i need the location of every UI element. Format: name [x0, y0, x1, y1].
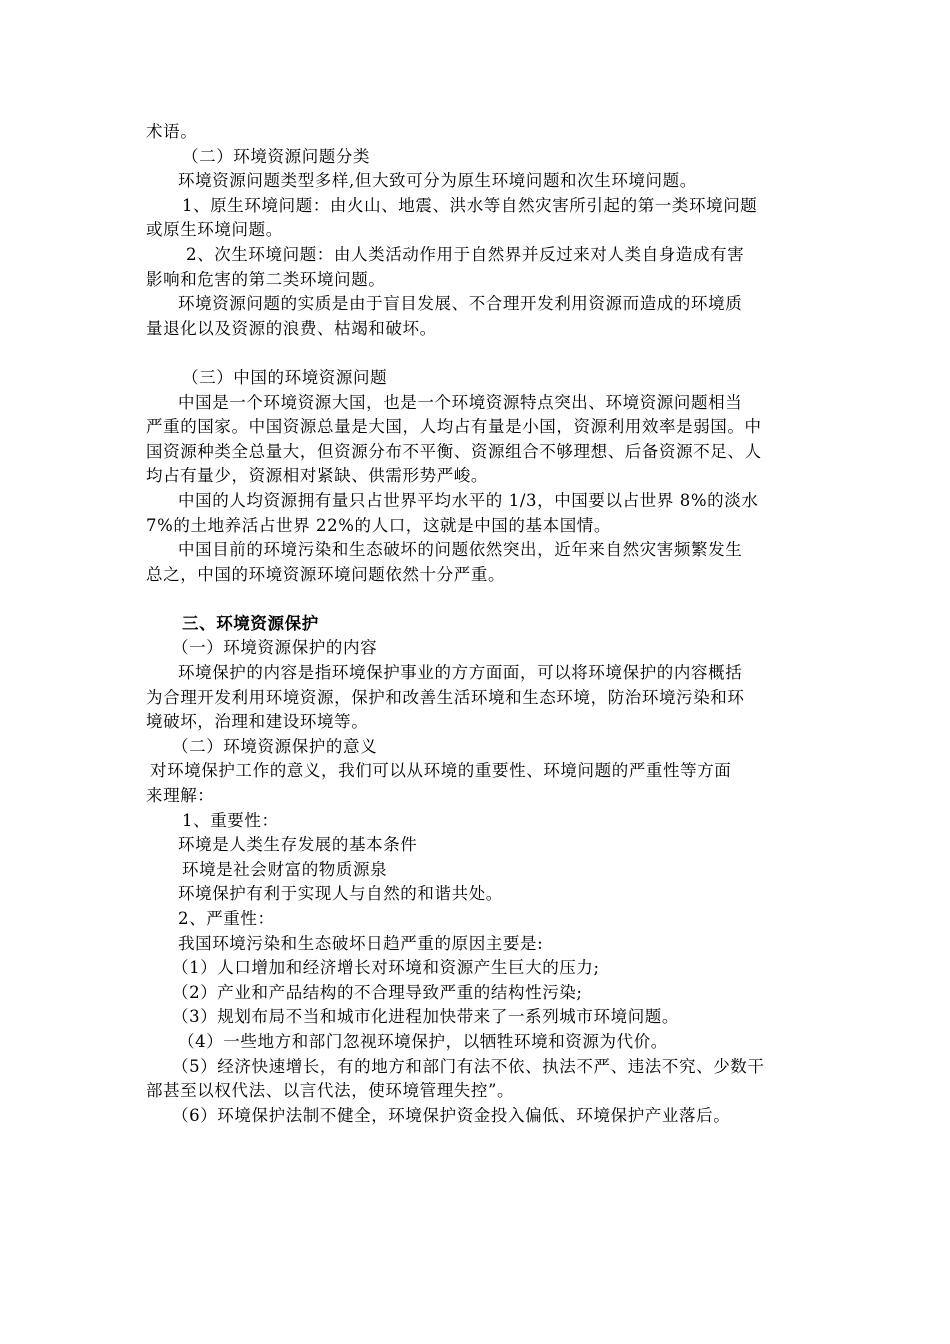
text-line: 均占有量少，资源相对紧缺、供需形势严峻。 [146, 466, 488, 486]
text-line: 环境保护有利于实现人与自然的和谐共处。 [178, 884, 503, 904]
text-line: （二）环境资源保护的意义 [172, 736, 378, 756]
text-line: 中国是一个环境资源大国，也是一个环境资源特点突出、环境资源问题相当 [178, 392, 743, 412]
text-line: （一）环境资源保护的内容 [172, 638, 378, 658]
text-line: 中国的人均资源拥有量只占世界平均水平的 1/3，中国要以占世界 8%的淡水 [178, 490, 759, 510]
text-line: 环境资源问题的实质是由于盲目发展、不合理开发利用资源而造成的环境质 [178, 294, 743, 314]
text-line: 2、严重性： [178, 909, 275, 928]
text-line: 部甚至以权代法、以言代法，使环境管理失控”。 [146, 1081, 515, 1101]
blank-line [146, 341, 808, 366]
text-line: 环境是社会财富的物质源泉 [182, 859, 388, 879]
text-line: 影响和危害的第二类环境问题。 [146, 269, 386, 289]
text-line: 量退化以及资源的浪费、枯竭和破坏。 [146, 318, 437, 338]
text-line: 中国目前的环境污染和生态破坏的问题依然突出，近年来自然灾害频繁发生 [178, 540, 743, 560]
text-line: 环境资源问题类型多样,但大致可分为原生环境问题和次生环境问题。 [178, 171, 697, 191]
text-line: 国资源种类全总量大，但资源分布不平衡、资源组合不够理想、后备资源不足、人 [146, 441, 762, 461]
text-line: 7%的土地养活占世界 22%的人口，这就是中国的基本国情。 [146, 515, 611, 535]
text-line: 三、环境资源保护 [182, 613, 319, 633]
text-line: 为合理开发利用环境资源，保护和改善生活环境和生态环境，防治环境污染和环 [146, 687, 745, 707]
text-line: 总之，中国的环境资源环境问题依然十分严重。 [146, 564, 506, 584]
text-line: （6）环境保护法制不健全，环境保护资金投入偏低、环境保护产业落后。 [172, 1105, 731, 1125]
blank-line [146, 587, 808, 612]
text-line: （二）环境资源问题分类 [182, 146, 371, 166]
text-line: 1、重要性： [182, 810, 279, 830]
text-line: 对环境保护工作的意义，我们可以从环境的重要性、环境问题的严重性等方面 [150, 761, 732, 781]
text-line: （三）中国的环境资源问题 [182, 367, 388, 387]
text-line: （3）规划布局不当和城市化进程加快带来了一系列城市环境问题。 [172, 1007, 679, 1027]
text-line: （2）产业和产品结构的不合理导致严重的结构性污染; [172, 982, 583, 1002]
text-line: 环境是人类生存发展的基本条件 [178, 835, 418, 855]
text-line: 2、次生环境问题：由人类活动作用于自然界并反过来对人类自身造成有害 [186, 244, 745, 264]
text-line: 或原生环境问题。 [146, 220, 283, 240]
text-line: 来理解： [146, 786, 215, 806]
text-line: 1、原生环境问题：由火山、地震、洪水等自然灾害所引起的第一类环境问题 [182, 195, 758, 215]
text-line: 严重的国家。中国资源总量是大国，人均占有量是小国，资源利用效率是弱国。中 [146, 417, 762, 437]
text-line: （5）经济快速增长，有的地方和部门有法不依、执法不严、违法不究、少数干 [172, 1056, 765, 1076]
text-line: 术语。 [146, 122, 198, 141]
text-line: 我国环境污染和生态破坏日趋严重的原因主要是: [178, 933, 544, 953]
text-line: （1）人口增加和经济增长对环境和资源产生巨大的压力; [172, 958, 600, 978]
document-page [146, 120, 808, 1128]
text-line: （4）一些地方和部门忽视环境保护，以牺牲环境和资源为代价。 [178, 1031, 668, 1051]
text-line: 环境保护的内容是指环境保护事业的方方面面，可以将环境保护的内容概括 [178, 663, 743, 683]
text-line: 境破坏，治理和建设环境等。 [146, 712, 369, 732]
